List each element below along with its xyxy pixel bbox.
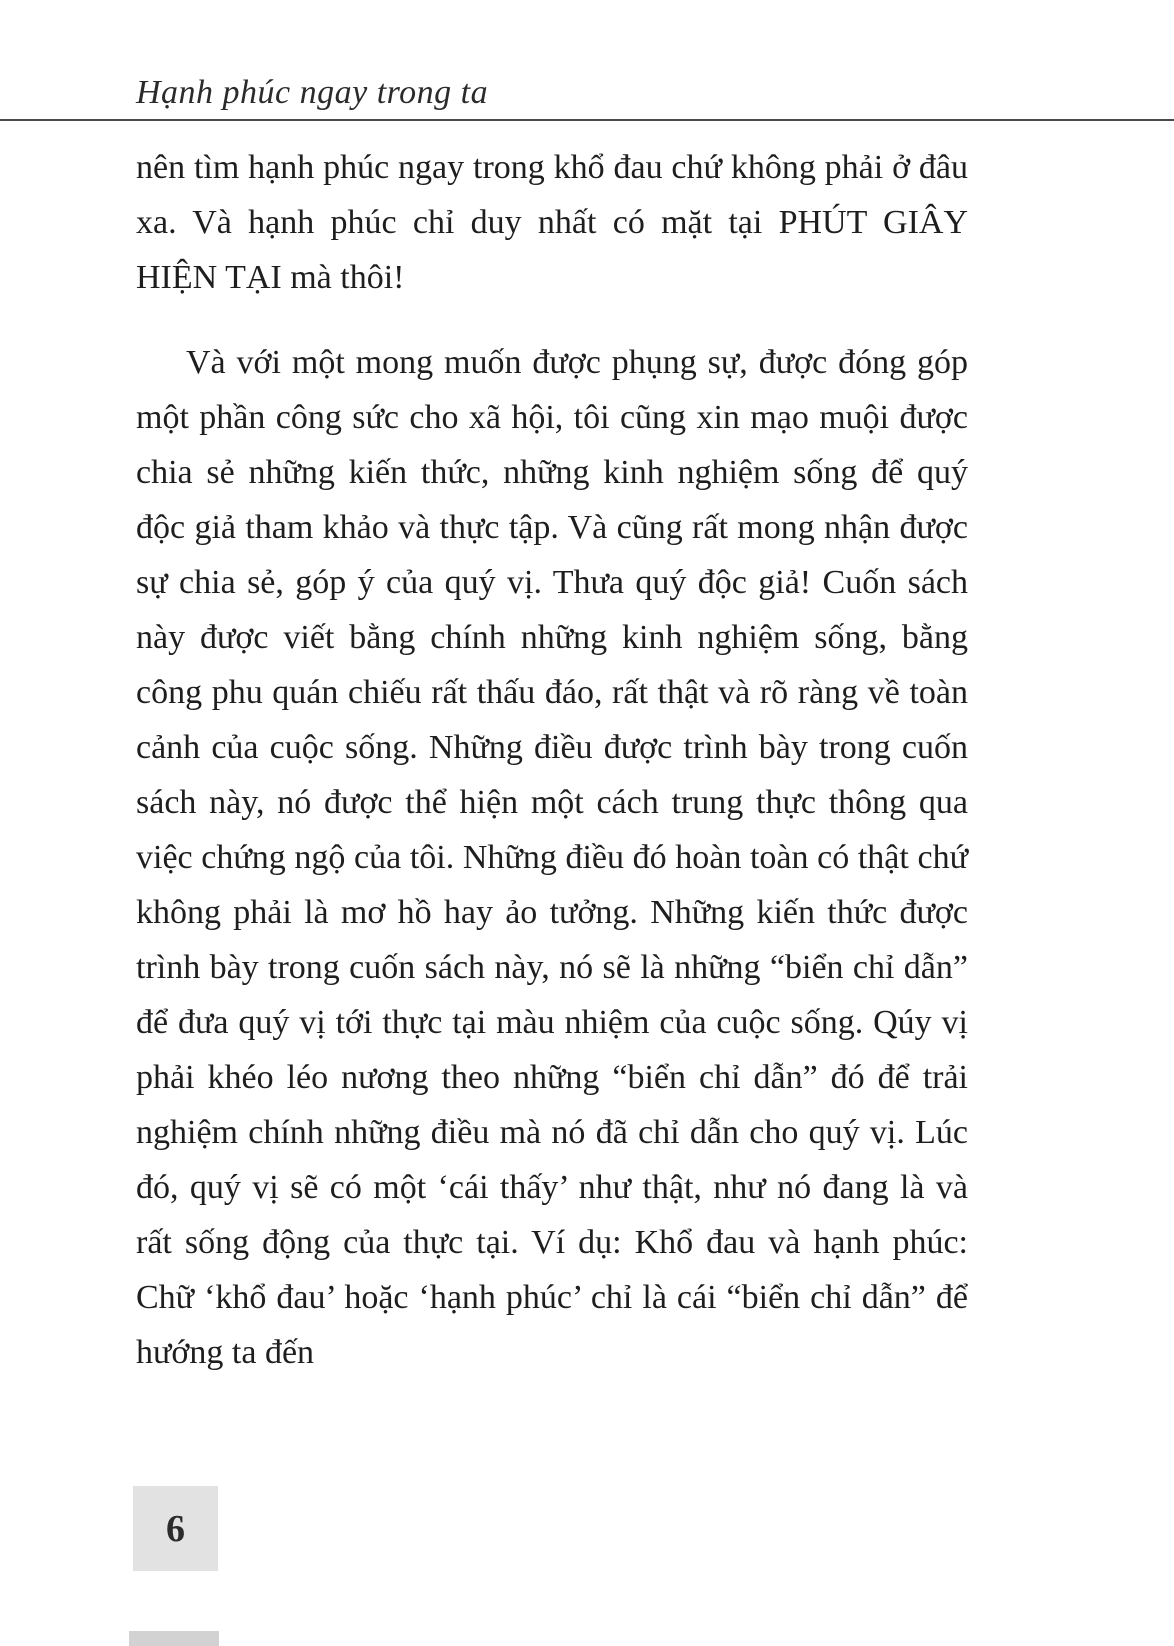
page-number-badge (133, 1486, 218, 1571)
running-header: Hạnh phúc ngay trong ta (136, 74, 489, 111)
body-paragraph: nên tìm hạnh phúc ngay trong khổ đau chứ không phải ở đâu xa. Và hạnh phúc chỉ duy nhất có mặt tại PHÚT GIÂY HIỆN TẠI mà thôi! (136, 149, 968, 296)
body-text-block (136, 140, 968, 1380)
next-page-edge (129, 1631, 219, 1646)
header-rule (0, 119, 1174, 121)
body-paragraph: Và với một mong muốn được phụng sự, được đóng góp một phần công sức cho xã hội, tôi cũng xin mạo muội được chia sẻ những kiến thức, những kinh nghiệm sống để quý độc giả tham khảo và thực tập. Và cũng rất mong nhận được sự chia sẻ, góp ý của quý vị. Thưa quý độc giả! Cuốn sách này được viết bằng chính những kinh nghiệm sống, bằng công phu quán chiếu rất thấu đáo, rất thật và rõ ràng về toàn cảnh của cuộc sống. Những điều được trình bày trong cuốn sách này, nó được thể hiện một cách trung thực thông qua việc chứng ngộ của tôi. Những điều đó hoàn toàn có thật chứ không phải là mơ hồ hay ảo tưởng. Những kiến thức được trình bày trong cuốn sách này, nó sẽ là những “biển chỉ dẫn” để đưa quý vị tới thực tại màu nhiệm của cuộc sống. Qúy vị phải khéo léo nương theo những “biển chỉ dẫn” đó để trải nghiệm chính những điều mà nó đã chỉ dẫn cho quý vị. Lúc đó, quý vị sẽ có một ‘cái thấy’ như thật, như nó đang là và rất sống động của thực tại. Ví dụ: Khổ đau và hạnh phúc: Chữ ‘khổ đau’ hoặc ‘hạnh phúc’ chỉ là cái “biển chỉ dẫn” để hướng ta đến (136, 344, 968, 1371)
page-number: 6 (166, 1507, 185, 1550)
